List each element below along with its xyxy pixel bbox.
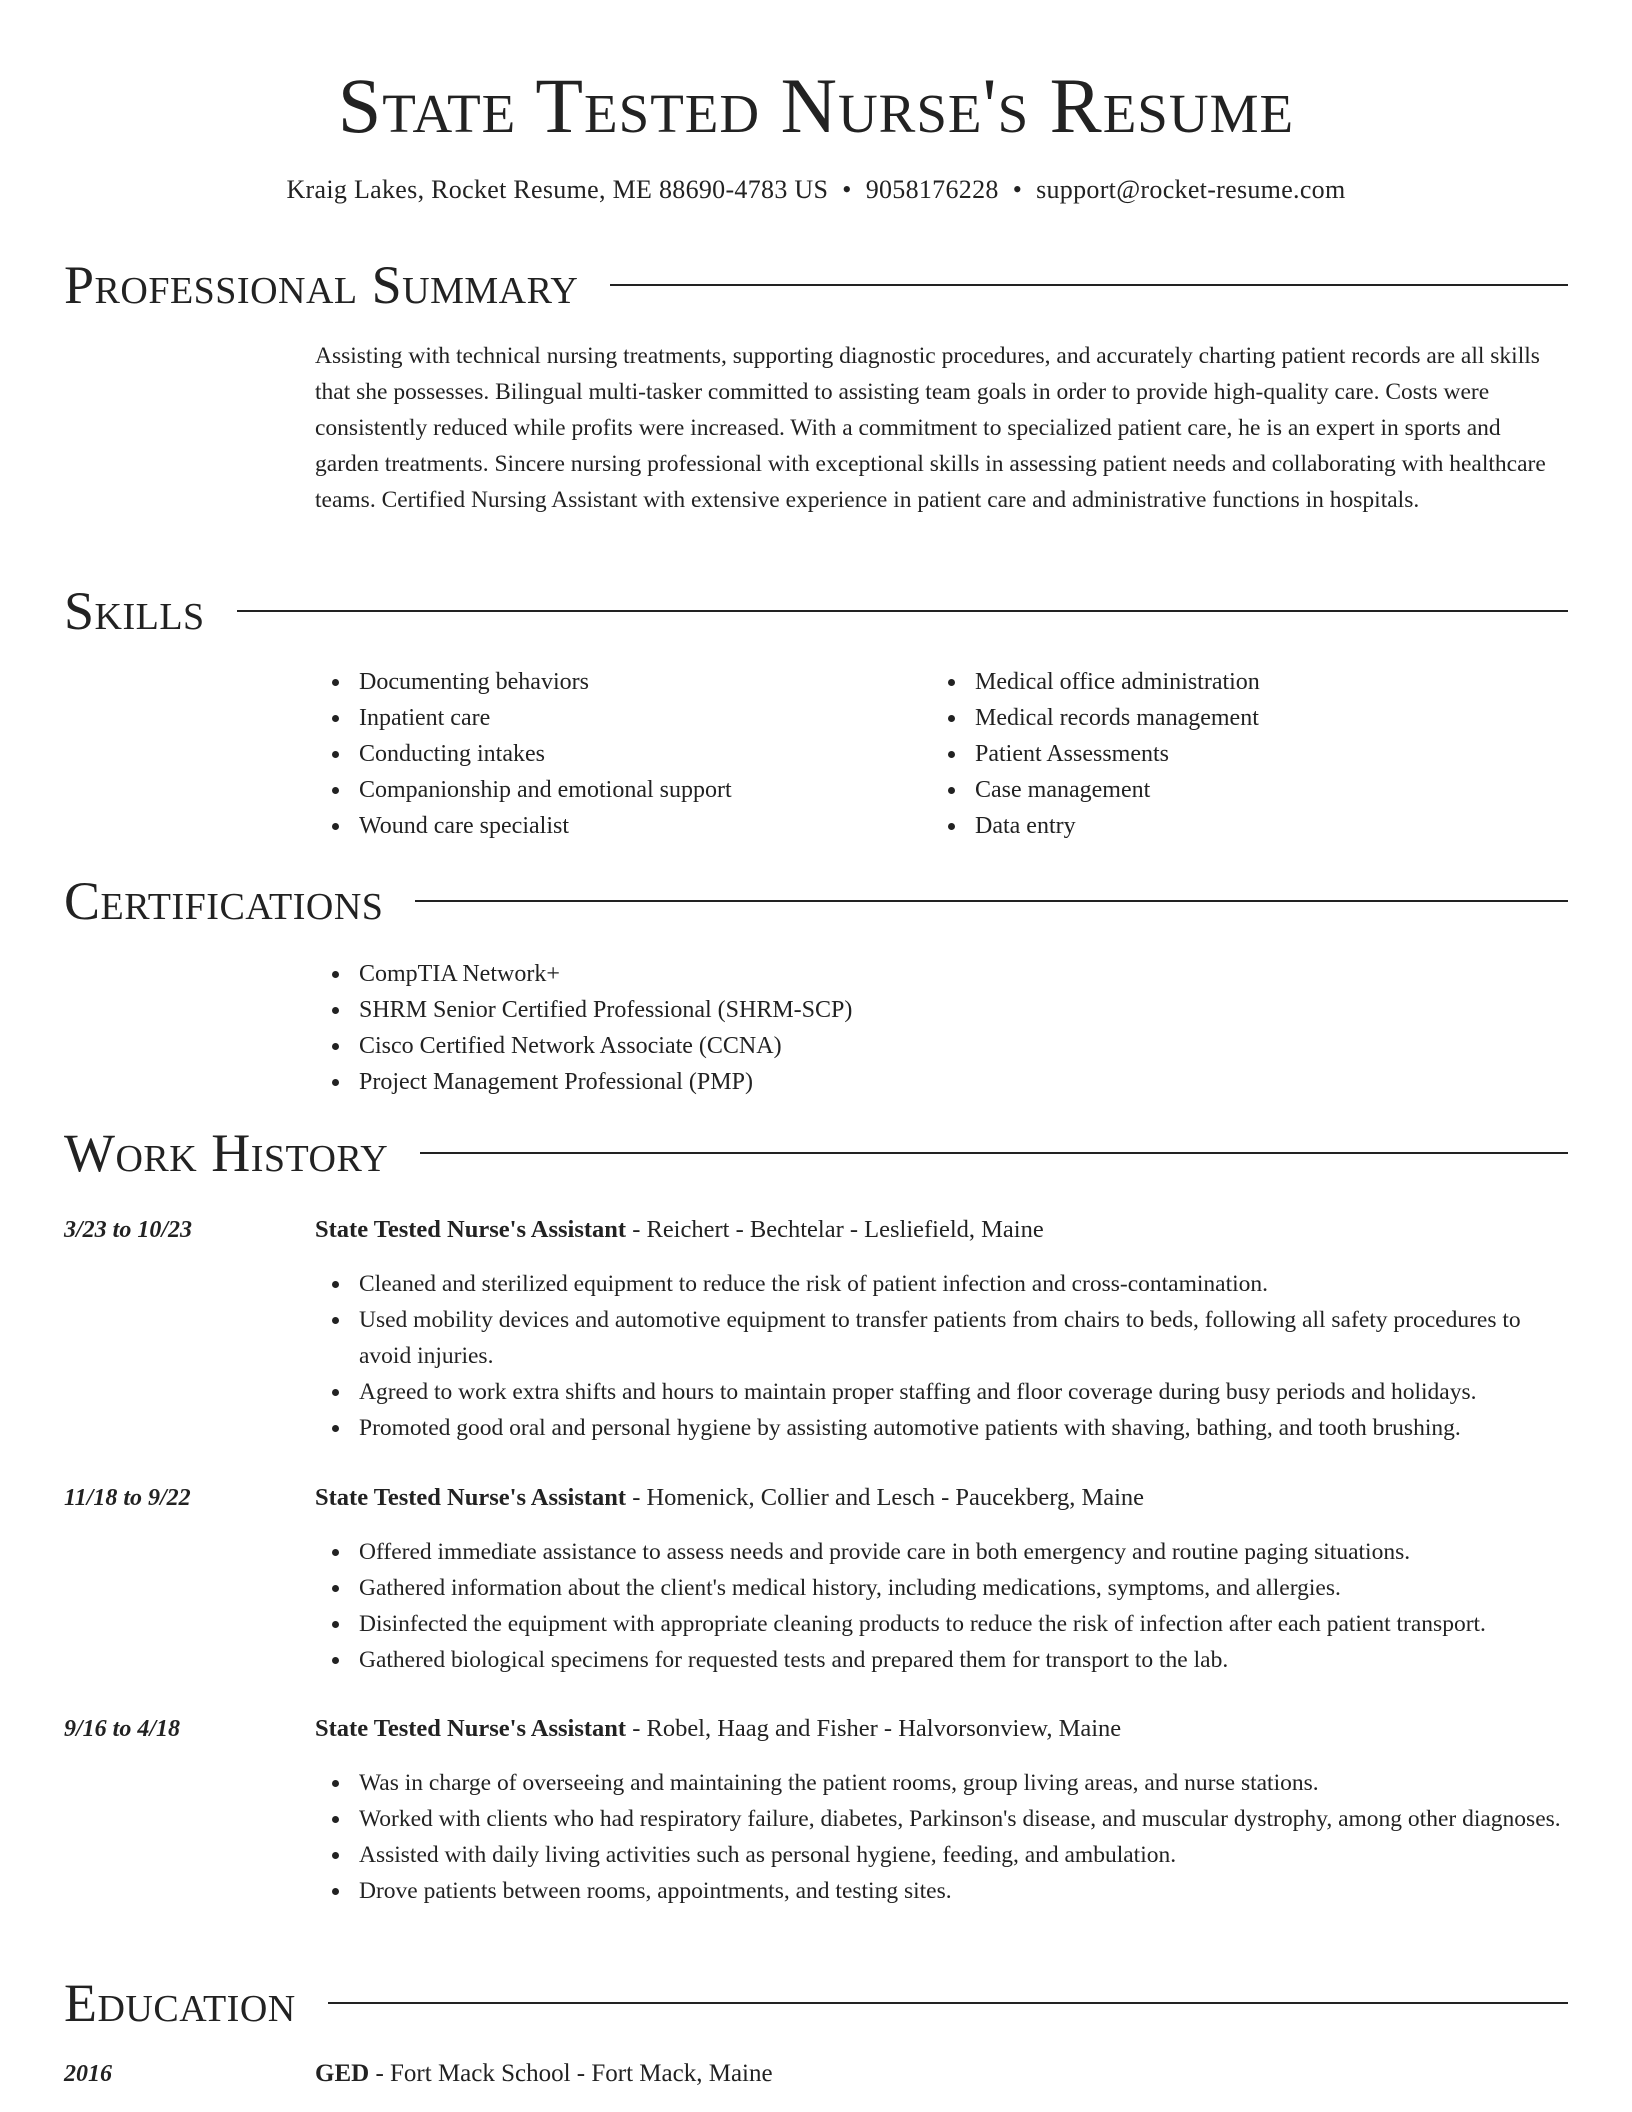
summary-text: Assisting with technical nursing treatments, supporting diagnostic procedures, and accurately charting patient records are all skills that she possesses. Bilingual multi-tasker committed to assisting team goals in order to provide high-quality care. Costs were consistently reduced while profits were increased. With a commitment to specialized patient care, he is an expert in sports and garden treatments. Sincere nursing professional with exceptional skills in assessing patient needs and collaborating with healthcare teams. Certified Nursing Assistant with extensive experience in patient care and administrative functions in hospitals.: [315, 343, 1546, 513]
section-divider: [328, 2002, 1568, 2004]
section-title-certifications: Certifications: [64, 871, 384, 931]
section-header-summary: [64, 250, 1568, 320]
job-employer: - Homenick, Collier and Lesch - Paucekberg, Maine: [626, 1484, 1145, 1511]
job-title: State Tested Nurse's Assistant: [315, 1484, 627, 1511]
job-duty: Gathered information about the client's medical history, including medications, symptoms, and allergies.: [315, 1570, 1568, 1606]
section-title-education: Education: [64, 1973, 296, 2033]
job-duty: Drove patients between rooms, appointments, and testing sites.: [315, 1873, 1568, 1909]
job-heading: [315, 1212, 1044, 1248]
certification-item: Cisco Certified Network Associate (CCNA): [315, 1028, 1568, 1064]
resume-page: [64, 0, 1568, 2112]
job-dates: 3/23 to 10/23: [64, 1217, 193, 1243]
skill-item: Case management: [931, 772, 1491, 808]
skill-item: Medical office administration: [931, 664, 1491, 700]
job-duty: Promoted good oral and personal hygiene by assisting automotive patients with shaving, bathing, and tooth brushing.: [315, 1410, 1568, 1446]
section-header-work-history: [64, 1118, 1568, 1188]
job-employer: - Reichert - Bechtelar - Lesliefield, Maine: [626, 1216, 1044, 1243]
job-dates: 9/16 to 4/18: [64, 1716, 181, 1742]
resume-title: State Tested Nurse's Resume: [337, 62, 1295, 149]
job-duty: Disinfected the equipment with appropriate cleaning products to reduce the risk of infection after each patient transport.: [315, 1606, 1568, 1642]
certification-item: SHRM Senior Certified Professional (SHRM-SCP): [315, 992, 1568, 1028]
skill-item: Data entry: [931, 808, 1491, 844]
section-title-skills: Skills: [64, 581, 205, 641]
section-divider: [610, 284, 1568, 286]
section-title-summary: Professional Summary: [64, 255, 579, 315]
contact-separator: •: [1012, 175, 1023, 204]
certifications-list: [315, 956, 1568, 1100]
job-dates: 11/18 to 9/22: [64, 1485, 191, 1511]
job-duty: Gathered biological specimens for requested tests and prepared them for transport to the lab.: [315, 1642, 1568, 1678]
section-divider: [420, 1152, 1568, 1154]
section-header-skills: [64, 576, 1568, 646]
education-degree: GED: [315, 2060, 370, 2087]
job-duties: [315, 1534, 1568, 1678]
job-duty: Was in charge of overseeing and maintaining the patient rooms, group living areas, and nurse stations.: [315, 1765, 1568, 1801]
job-duty: Agreed to work extra shifts and hours to maintain proper staffing and floor coverage during busy periods and holidays.: [315, 1374, 1568, 1410]
section-divider: [415, 900, 1568, 902]
education-year: 2016: [64, 2061, 112, 2087]
education-line: [315, 2056, 773, 2092]
skill-item: Wound care specialist: [315, 808, 875, 844]
job-duty: Offered immediate assistance to assess needs and provide care in both emergency and routine paging situations.: [315, 1534, 1568, 1570]
job-duties: [315, 1765, 1568, 1909]
section-header-certifications: [64, 866, 1568, 936]
education-school: - Fort Mack School - Fort Mack, Maine: [369, 2060, 773, 2087]
skill-item: Companionship and emotional support: [315, 772, 875, 808]
job-heading: [315, 1480, 1144, 1516]
job-employer: - Robel, Haag and Fisher - Halvorsonview, Maine: [626, 1715, 1122, 1742]
contact-phone: 9058176228: [865, 175, 999, 204]
certification-item: CompTIA Network+: [315, 956, 1568, 992]
job-duty: Cleaned and sterilized equipment to reduce the risk of patient infection and cross-contamination.: [315, 1266, 1568, 1302]
skill-item: Conducting intakes: [315, 736, 875, 772]
job-duties: [315, 1266, 1568, 1446]
section-header-education: [64, 1968, 1568, 2038]
job-title: State Tested Nurse's Assistant: [315, 1715, 627, 1742]
skill-item: Medical records management: [931, 700, 1491, 736]
section-divider: [237, 610, 1568, 612]
contact-email: support@rocket-resume.com: [1036, 175, 1346, 204]
contact-address: Kraig Lakes, Rocket Resume, ME 88690-4783 US: [286, 175, 829, 204]
contact-separator: •: [842, 175, 852, 204]
job-duty: Used mobility devices and automotive equipment to transfer patients from chairs to beds, following all safety procedures to avoid injuries.: [315, 1302, 1568, 1374]
job-duty: Assisted with daily living activities such as personal hygiene, feeding, and ambulation.: [315, 1837, 1568, 1873]
section-title-work-history: Work History: [64, 1123, 389, 1183]
skills-list-left: [315, 664, 875, 844]
certification-item: Project Management Professional (PMP): [315, 1064, 1568, 1100]
job-title: State Tested Nurse's Assistant: [315, 1216, 627, 1243]
skills-list-right: [931, 664, 1491, 844]
skill-item: Inpatient care: [315, 700, 875, 736]
contact-line: [64, 172, 1568, 208]
skill-item: Documenting behaviors: [315, 664, 875, 700]
job-duty: Worked with clients who had respiratory failure, diabetes, Parkinson's disease, and muscular dystrophy, among other diagnoses.: [315, 1801, 1568, 1837]
job-heading: [315, 1711, 1121, 1747]
skill-item: Patient Assessments: [931, 736, 1491, 772]
